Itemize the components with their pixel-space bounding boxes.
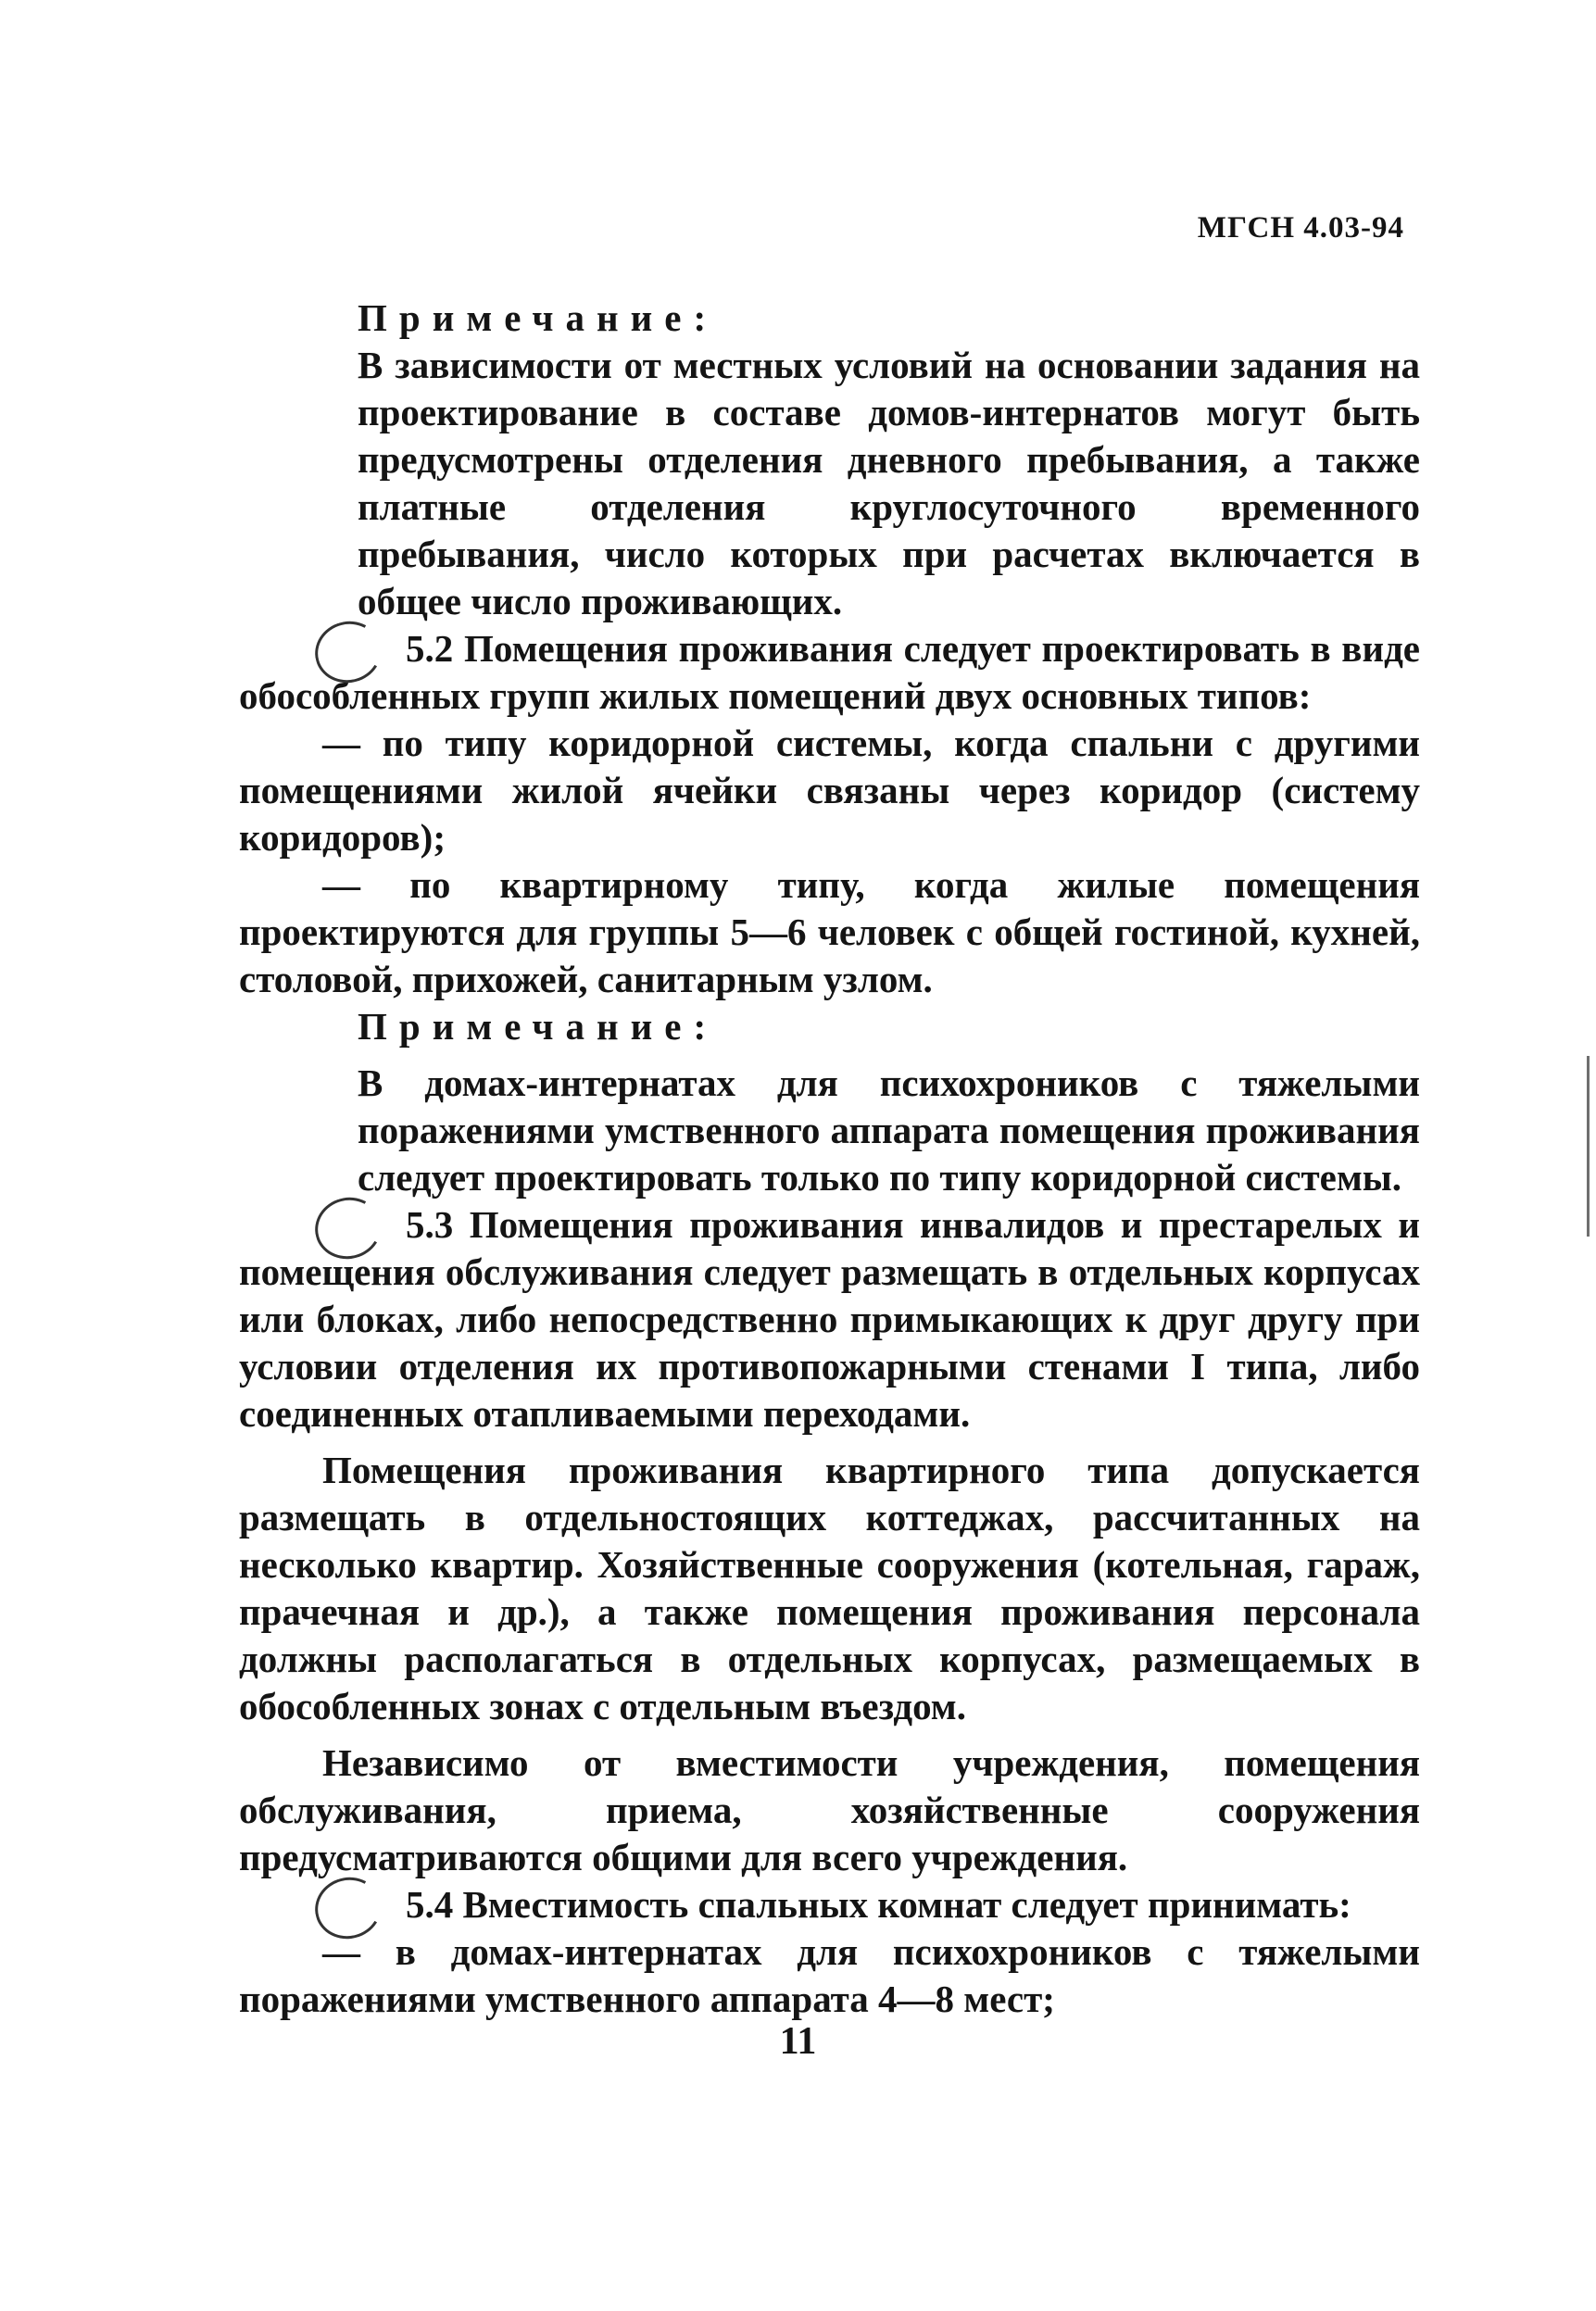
section-5-4	[239, 1881, 1420, 1928]
note-text: В домах-интернатах для психохроников с тяжелыми поражениями умственного аппарата помещения проживания следует проектировать только по типу коридорной системы.	[358, 1061, 1420, 1199]
note-text: В зависимости от местных условий на основании задания на проектирование в составе домов-интернатов могут быть предусмотрены отделения дневного пребывания, а также платные отделения круглосуточного временного пребывания, число которых при расчетах включается в общее число проживающих.	[358, 344, 1420, 622]
document-body	[239, 295, 1420, 2023]
note-heading: Примечание:	[358, 1005, 719, 1048]
document-code: МГСН 4.03-94	[1197, 211, 1404, 245]
margin-mark	[1587, 1056, 1590, 1237]
section-text: Помещения проживания инвалидов и престарелых и помещения обслуживания следует размещать в отдельных корпусах или блоках, либо непосредственно примыкающих к друг другу при условии отделения их противопожарными стенами I типа, либо соединенных отапливаемыми переходами.	[239, 1203, 1420, 1435]
section-5-3	[239, 1201, 1420, 1438]
section-5-2	[239, 625, 1420, 720]
paragraph: Помещения проживания квартирного типа допускается размещать в отдельностоящих коттеджах, рассчитанных на несколько квартир. Хозяйственные сооружения (котельная, гараж, прачечная и др.), а также помещения проживания персонала должны располагаться в отдельных корпусах, размещаемых в обособленных зонах с отдельным въездом.	[239, 1449, 1420, 1727]
section-number	[322, 1201, 453, 1249]
section-number	[322, 625, 453, 672]
section-text: Вместимость спальных комнат следует принимать:	[462, 1883, 1351, 1926]
section-number-text: 5.4	[406, 1883, 454, 1926]
note-heading: Примечание:	[358, 296, 719, 339]
section-number-text: 5.3	[406, 1203, 454, 1246]
section-number-text: 5.2	[406, 627, 454, 670]
list-item: — в домах-интернатах для психохроников с тяжелыми поражениями умственного аппарата 4—8 мест;	[239, 1930, 1420, 2020]
section-number	[322, 1881, 453, 1928]
page-number: 11	[779, 2020, 817, 2063]
list-item: — по типу коридорной системы, когда спальни с другими помещениями жилой ячейки связаны через коридор (систему коридоров);	[239, 722, 1420, 859]
paragraph: Независимо от вместимости учреждения, помещения обслуживания, приема, хозяйственные сооружения предусматриваются общими для всего учреждения.	[239, 1741, 1420, 1878]
section-text: Помещения проживания следует проектировать в виде обособленных групп жилых помещений двух основных типов:	[239, 627, 1421, 717]
list-item: — по квартирному типу, когда жилые помещения проектируются для группы 5—6 человек с общей гостиной, кухней, столовой, прихожей, санитарным узлом.	[239, 863, 1420, 1000]
